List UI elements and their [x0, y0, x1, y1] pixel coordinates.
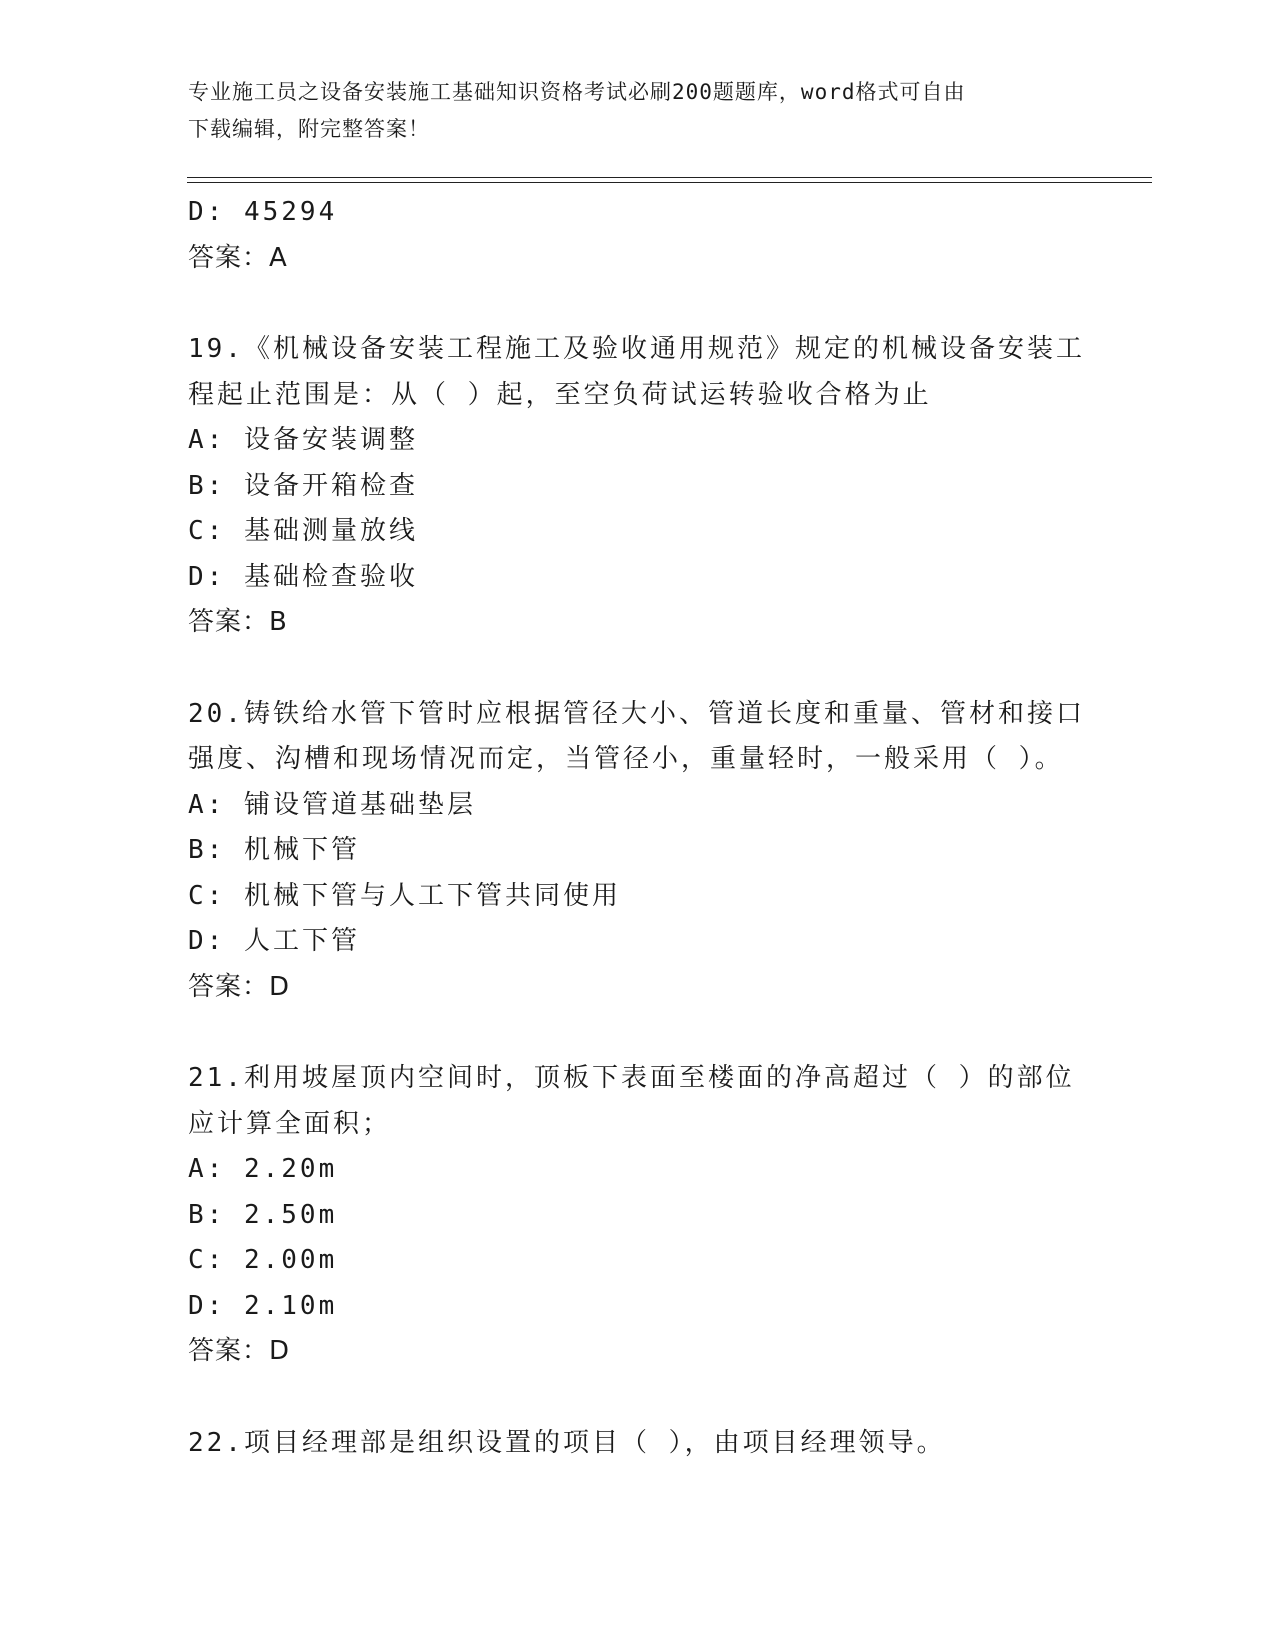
- option-d: D: 2.10m: [188, 1290, 338, 1321]
- answer-line: 答案：A: [188, 242, 288, 273]
- answer-line: 答案：D: [188, 1336, 291, 1366]
- option-b: B: 2.50m: [188, 1199, 338, 1230]
- question-text-line-2: 强度、沟槽和现场情况而定，当管径小，重量轻时，一般采用（ ）。: [188, 744, 1064, 774]
- question-text-line-1: 22.项目经理部是组织设置的项目（ ），由项目经理领导。: [188, 1427, 946, 1458]
- option-d: D: 基础检查验收: [188, 561, 418, 592]
- header-divider-bottom: [187, 182, 1152, 183]
- option-a: A: 铺设管道基础垫层: [188, 789, 476, 820]
- question-19: [188, 327, 1088, 646]
- previous-question-tail: [188, 190, 1088, 281]
- option-c: C: 2.00m: [188, 1245, 338, 1275]
- header-title-line-2: 下载编辑，附完整答案！: [188, 117, 430, 141]
- question-20: [188, 692, 1088, 1011]
- option-d: D: 人工下管: [188, 926, 360, 956]
- answer-line: 答案：B: [188, 607, 288, 637]
- question-text-line-1: 20.铸铁给水管下管时应根据管径大小、管道长度和重量、管材和接口: [188, 698, 1085, 729]
- question-text-line-2: 程起止范围是：从（ ）起，至空负荷试运转验收合格为止: [188, 379, 932, 410]
- question-text-line-1: 21.利用坡屋顶内空间时，顶板下表面至楼面的净高超过（ ）的部位: [188, 1063, 1075, 1093]
- option-b: B: 设备开箱检查: [188, 470, 418, 501]
- question-22: [188, 1421, 1088, 1467]
- option-d: D: 45294: [188, 197, 338, 227]
- answer-line: 答案：D: [188, 971, 291, 1002]
- document-body: [188, 190, 1088, 1466]
- question-21: [188, 1056, 1088, 1375]
- option-a: A: 设备安装调整: [188, 425, 418, 455]
- document-header: [188, 74, 1068, 148]
- option-b: B: 机械下管: [188, 835, 360, 865]
- option-c: C: 基础测量放线: [188, 516, 418, 546]
- header-divider-top: [187, 177, 1152, 178]
- option-c: C: 机械下管与人工下管共同使用: [188, 880, 621, 911]
- question-text-line-1: 19.《机械设备安装工程施工及验收通用规范》规定的机械设备安装工: [188, 334, 1085, 364]
- option-a: A: 2.20m: [188, 1154, 338, 1184]
- question-text-line-2: 应计算全面积；: [188, 1108, 392, 1139]
- header-title-line-1: 专业施工员之设备安装施工基础知识资格考试必刷200题题库，word格式可自由: [188, 80, 966, 104]
